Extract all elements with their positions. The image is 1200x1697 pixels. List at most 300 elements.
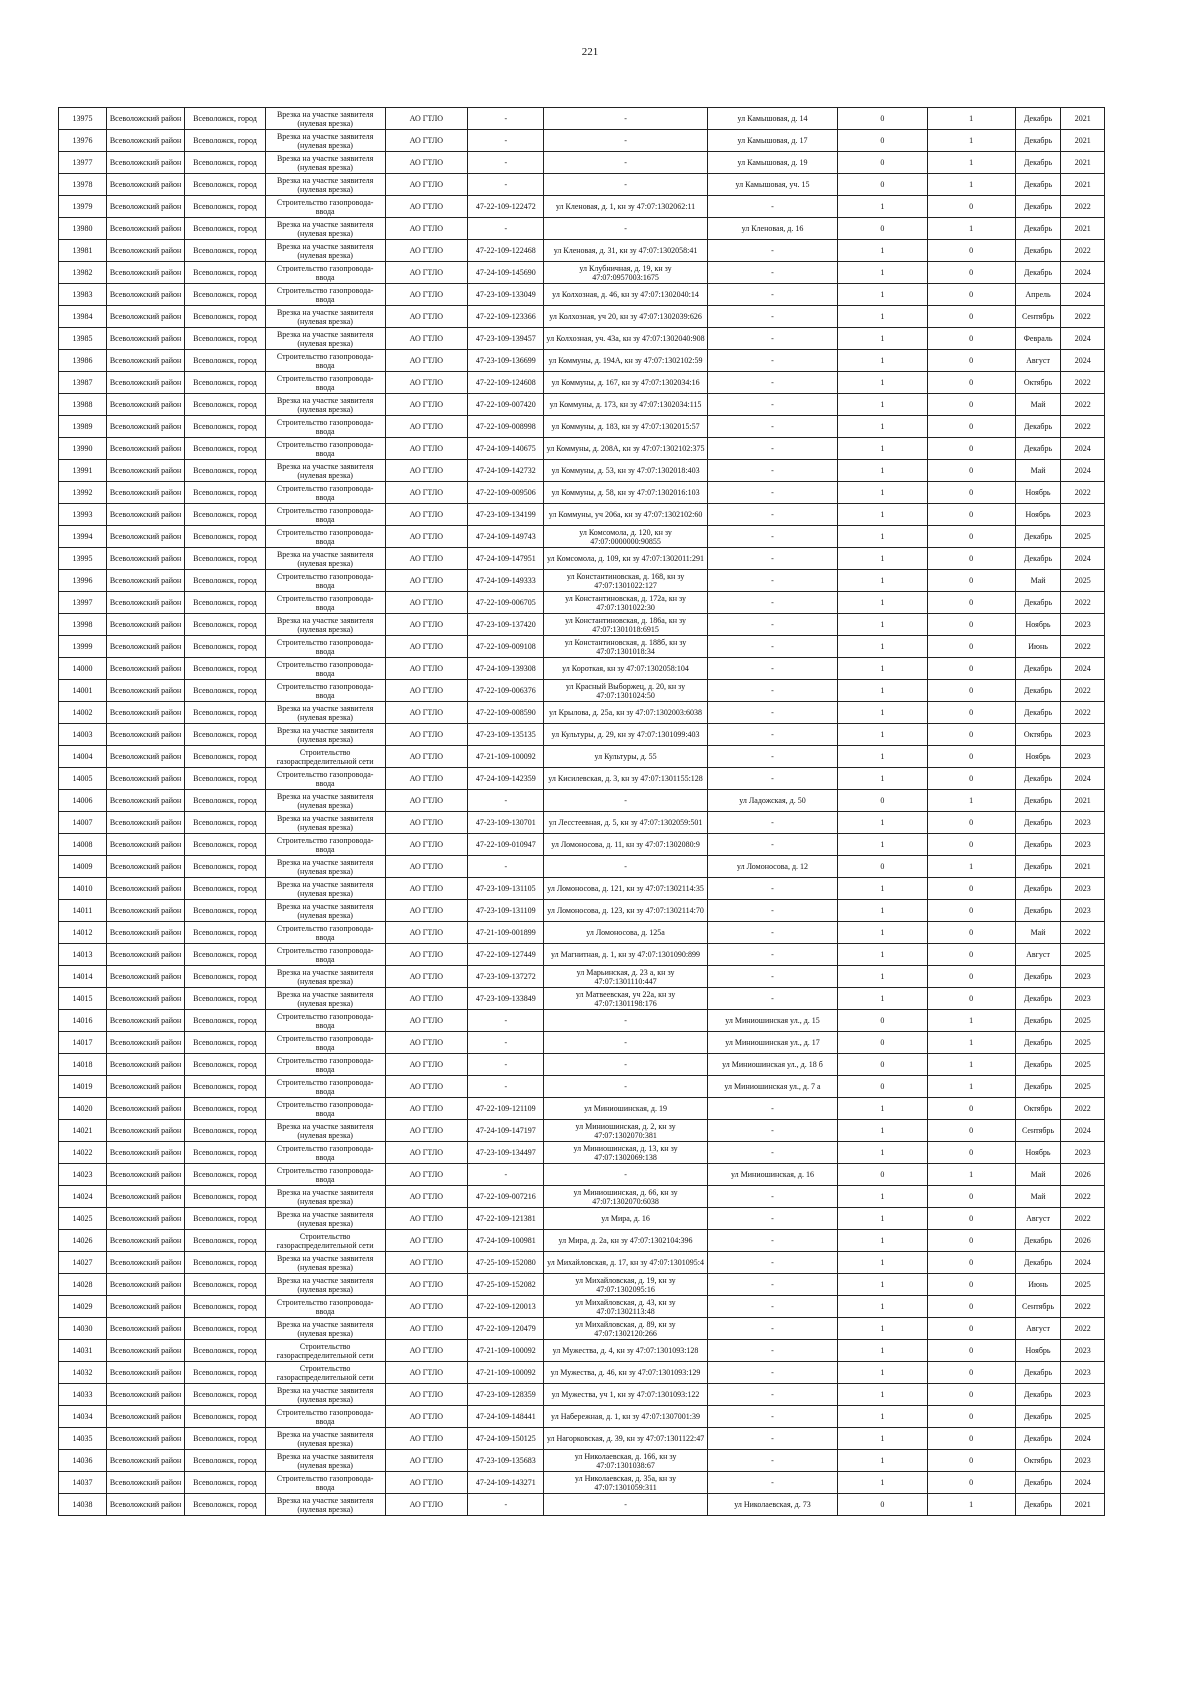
table-row [59,1208,1105,1230]
cadastral-address-cell: ул Лесстеевная, д. 5, кн зу 47:07:1302059:501 [544,812,707,834]
work-type-cell: Строительство газопровода-ввода [265,196,385,218]
district-cell: Всеволожский район [106,900,184,922]
cadastral-address-cell: ул Ломоносова, д. 123, кн зу 47:07:1302114:70 [544,900,707,922]
city-cell: Всеволожск, город [185,878,266,900]
city-cell: Всеволожск, город [185,1318,266,1340]
count-cell-b: 0 [927,592,1015,614]
count-cell-a: 0 [838,790,927,812]
organization-cell: АО ГТЛО [385,416,468,438]
city-cell: Всеволожск, город [185,1120,266,1142]
address-cell: - [707,1208,838,1230]
month-cell: Декабрь [1015,1362,1061,1384]
row-number: 14008 [59,834,107,856]
row-number: 13988 [59,394,107,416]
month-cell: Декабрь [1015,174,1061,196]
work-type-cell: Строительство газопровода-ввода [265,944,385,966]
organization-cell: АО ГТЛО [385,856,468,878]
row-number: 14007 [59,812,107,834]
district-cell: Всеволожский район [106,350,184,372]
cadastral-address-cell: ул Константиновская, д. 168, кн зу 47:07:1301022:127 [544,570,707,592]
address-cell: ул Камышовая, д. 17 [707,130,838,152]
table-row [59,658,1105,680]
address-cell: ул Миниошинская ул., д. 7 а [707,1076,838,1098]
month-cell: Декабрь [1015,1010,1061,1032]
cadastral-address-cell: ул Марьинская, д. 23 а, кн зу 47:07:1301110:447 [544,966,707,988]
count-cell-a: 1 [838,1208,927,1230]
organization-cell: АО ГТЛО [385,922,468,944]
count-cell-b: 0 [927,350,1015,372]
city-cell: Всеволожск, город [185,152,266,174]
district-cell: Всеволожский район [106,1274,184,1296]
address-cell: ул Николаевская, д. 73 [707,1494,838,1516]
city-cell: Всеволожск, город [185,526,266,548]
count-cell-b: 0 [927,746,1015,768]
row-number: 14034 [59,1406,107,1428]
month-cell: Ноябрь [1015,482,1061,504]
month-cell: Декабрь [1015,1428,1061,1450]
application-number-cell: 47-23-109-135683 [468,1450,544,1472]
work-type-cell: Врезка на участке заявителя (нулевая врезка) [265,1384,385,1406]
city-cell: Всеволожск, город [185,174,266,196]
organization-cell: АО ГТЛО [385,504,468,526]
month-cell: Май [1015,570,1061,592]
year-cell: 2024 [1061,262,1105,284]
city-cell: Всеволожск, город [185,108,266,130]
count-cell-b: 0 [927,548,1015,570]
organization-cell: АО ГТЛО [385,1252,468,1274]
month-cell: Декабрь [1015,196,1061,218]
row-number: 13993 [59,504,107,526]
application-number-cell: 47-23-109-131105 [468,878,544,900]
address-cell: - [707,702,838,724]
count-cell-a: 0 [838,1076,927,1098]
year-cell: 2022 [1061,240,1105,262]
organization-cell: АО ГТЛО [385,1120,468,1142]
work-type-cell: Врезка на участке заявителя (нулевая врезка) [265,966,385,988]
application-number-cell: 47-24-109-142732 [468,460,544,482]
address-cell: ул Миниошинская ул., д. 17 [707,1032,838,1054]
district-cell: Всеволожский район [106,548,184,570]
row-number: 14013 [59,944,107,966]
city-cell: Всеволожск, город [185,1450,266,1472]
year-cell: 2025 [1061,1010,1105,1032]
table-row [59,548,1105,570]
row-number: 14004 [59,746,107,768]
count-cell-b: 0 [927,1274,1015,1296]
count-cell-b: 0 [927,504,1015,526]
count-cell-a: 1 [838,1120,927,1142]
row-number: 14028 [59,1274,107,1296]
row-number: 13998 [59,614,107,636]
cadastral-address-cell: ул Магнитная, д. 1, кн зу 47:07:1301090:899 [544,944,707,966]
organization-cell: АО ГТЛО [385,1384,468,1406]
count-cell-b: 0 [927,900,1015,922]
work-type-cell: Врезка на участке заявителя (нулевая врезка) [265,1208,385,1230]
count-cell-a: 1 [838,834,927,856]
work-type-cell: Строительство газопровода-ввода [265,350,385,372]
application-number-cell: 47-24-109-149333 [468,570,544,592]
address-cell: - [707,1098,838,1120]
month-cell: Декабрь [1015,768,1061,790]
cadastral-address-cell: - [544,1076,707,1098]
city-cell: Всеволожск, город [185,724,266,746]
year-cell: 2022 [1061,416,1105,438]
cadastral-address-cell: ул Культуры, д. 29, кн зу 47:07:1301099:403 [544,724,707,746]
city-cell: Всеволожск, город [185,988,266,1010]
work-type-cell: Строительство газопровода-ввода [265,1076,385,1098]
city-cell: Всеволожск, город [185,218,266,240]
application-number-cell: 47-22-109-007420 [468,394,544,416]
table-row [59,1230,1105,1252]
table-row [59,966,1105,988]
cadastral-address-cell: ул Кисилевская, д. 3, кн зу 47:07:1301155:128 [544,768,707,790]
address-cell: - [707,1384,838,1406]
count-cell-a: 1 [838,1230,927,1252]
table-row [59,350,1105,372]
count-cell-a: 0 [838,108,927,130]
year-cell: 2021 [1061,790,1105,812]
month-cell: Декабрь [1015,262,1061,284]
district-cell: Всеволожский район [106,1384,184,1406]
city-cell: Всеволожск, город [185,482,266,504]
count-cell-b: 0 [927,944,1015,966]
work-type-cell: Строительство газопровода-ввода [265,658,385,680]
count-cell-b: 0 [927,526,1015,548]
address-cell: - [707,878,838,900]
organization-cell: АО ГТЛО [385,570,468,592]
month-cell: Август [1015,350,1061,372]
application-number-cell: - [468,856,544,878]
work-type-cell: Врезка на участке заявителя (нулевая врезка) [265,460,385,482]
table-row [59,1384,1105,1406]
month-cell: Декабрь [1015,856,1061,878]
count-cell-b: 0 [927,1450,1015,1472]
work-type-cell: Врезка на участке заявителя (нулевая врезка) [265,1494,385,1516]
month-cell: Декабрь [1015,1054,1061,1076]
table-row [59,790,1105,812]
district-cell: Всеволожский район [106,438,184,460]
address-cell: ул Миниошинская ул., д. 18 б [707,1054,838,1076]
count-cell-a: 1 [838,724,927,746]
organization-cell: АО ГТЛО [385,394,468,416]
district-cell: Всеволожский район [106,504,184,526]
count-cell-a: 1 [838,240,927,262]
city-cell: Всеволожск, город [185,1208,266,1230]
count-cell-b: 0 [927,680,1015,702]
year-cell: 2022 [1061,1098,1105,1120]
work-type-cell: Строительство газораспределительной сети [265,1230,385,1252]
count-cell-b: 0 [927,306,1015,328]
city-cell: Всеволожск, город [185,614,266,636]
city-cell: Всеволожск, город [185,1494,266,1516]
application-number-cell: 47-23-109-139457 [468,328,544,350]
count-cell-a: 1 [838,614,927,636]
row-number: 13994 [59,526,107,548]
district-cell: Всеволожский район [106,1032,184,1054]
organization-cell: АО ГТЛО [385,1274,468,1296]
district-cell: Всеволожский район [106,130,184,152]
organization-cell: АО ГТЛО [385,966,468,988]
count-cell-a: 1 [838,1340,927,1362]
count-cell-a: 1 [838,570,927,592]
application-number-cell: 47-21-109-100092 [468,1340,544,1362]
district-cell: Всеволожский район [106,394,184,416]
district-cell: Всеволожский район [106,1010,184,1032]
address-cell: - [707,438,838,460]
organization-cell: АО ГТЛО [385,152,468,174]
organization-cell: АО ГТЛО [385,218,468,240]
cadastral-address-cell: ул Крылова, д. 25а, кн зу 47:07:1302003:6038 [544,702,707,724]
count-cell-b: 1 [927,790,1015,812]
address-cell: - [707,240,838,262]
count-cell-a: 0 [838,130,927,152]
work-type-cell: Врезка на участке заявителя (нулевая врезка) [265,1318,385,1340]
count-cell-b: 1 [927,218,1015,240]
application-number-cell: 47-21-109-001899 [468,922,544,944]
cadastral-address-cell: ул Николаевская, д. 35а, кн зу 47:07:1301059:311 [544,1472,707,1494]
work-type-cell: Строительство газопровода-ввода [265,834,385,856]
cadastral-address-cell: ул Культуры, д. 55 [544,746,707,768]
month-cell: Декабрь [1015,658,1061,680]
count-cell-a: 0 [838,218,927,240]
address-cell: - [707,1472,838,1494]
count-cell-b: 0 [927,724,1015,746]
cadastral-address-cell: ул Клубничная, д. 19, кн зу 47:07:0957003:1675 [544,262,707,284]
address-cell: - [707,680,838,702]
address-cell: - [707,746,838,768]
work-type-cell: Врезка на участке заявителя (нулевая врезка) [265,174,385,196]
work-type-cell: Врезка на участке заявителя (нулевая врезка) [265,328,385,350]
work-type-cell: Строительство газопровода-ввода [265,1472,385,1494]
work-type-cell: Врезка на участке заявителя (нулевая врезка) [265,878,385,900]
application-number-cell: 47-22-109-127449 [468,944,544,966]
count-cell-a: 1 [838,1252,927,1274]
table-row [59,1406,1105,1428]
year-cell: 2022 [1061,394,1105,416]
count-cell-a: 1 [838,944,927,966]
year-cell: 2024 [1061,1472,1105,1494]
month-cell: Май [1015,922,1061,944]
row-number: 14015 [59,988,107,1010]
year-cell: 2022 [1061,592,1105,614]
table-row [59,636,1105,658]
table-row [59,394,1105,416]
organization-cell: АО ГТЛО [385,636,468,658]
cadastral-address-cell: - [544,108,707,130]
year-cell: 2023 [1061,966,1105,988]
cadastral-address-cell: - [544,130,707,152]
count-cell-a: 1 [838,350,927,372]
count-cell-a: 1 [838,702,927,724]
count-cell-b: 0 [927,878,1015,900]
row-number: 14035 [59,1428,107,1450]
table-row [59,1252,1105,1274]
cadastral-address-cell: ул Коммуны, д. 194А, кн зу 47:07:1302102:59 [544,350,707,372]
month-cell: Декабрь [1015,1230,1061,1252]
address-cell: - [707,922,838,944]
city-cell: Всеволожск, город [185,1362,266,1384]
count-cell-b: 0 [927,702,1015,724]
count-cell-a: 1 [838,768,927,790]
city-cell: Всеволожск, город [185,636,266,658]
application-number-cell: 47-24-109-140675 [468,438,544,460]
address-cell: - [707,1186,838,1208]
cadastral-address-cell: ул Николаевская, д. 166, кн зу 47:07:1301038:67 [544,1450,707,1472]
application-number-cell: 47-23-109-136699 [468,350,544,372]
application-number-cell: 47-22-109-120479 [468,1318,544,1340]
count-cell-a: 1 [838,306,927,328]
city-cell: Всеволожск, город [185,196,266,218]
count-cell-a: 1 [838,636,927,658]
district-cell: Всеволожский район [106,658,184,680]
organization-cell: АО ГТЛО [385,988,468,1010]
cadastral-address-cell: - [544,790,707,812]
row-number: 14010 [59,878,107,900]
count-cell-a: 1 [838,262,927,284]
count-cell-b: 0 [927,1208,1015,1230]
month-cell: Сентябрь [1015,306,1061,328]
application-number-cell: 47-24-109-147197 [468,1120,544,1142]
table-row [59,944,1105,966]
table-row [59,174,1105,196]
address-cell: ул Ладожская, д. 50 [707,790,838,812]
row-number: 14003 [59,724,107,746]
district-cell: Всеволожский район [106,174,184,196]
application-number-cell: 47-22-109-121109 [468,1098,544,1120]
cadastral-address-cell: ул Константиновская, д. 172а, кн зу 47:07:1301022:30 [544,592,707,614]
address-cell: - [707,1252,838,1274]
organization-cell: АО ГТЛО [385,944,468,966]
cadastral-address-cell: ул Мужества, д. 46, кн зу 47:07:1301093:129 [544,1362,707,1384]
cadastral-address-cell: - [544,1164,707,1186]
organization-cell: АО ГТЛО [385,1318,468,1340]
address-cell: - [707,658,838,680]
organization-cell: АО ГТЛО [385,1230,468,1252]
application-number-cell: 47-21-109-100092 [468,1362,544,1384]
count-cell-a: 0 [838,174,927,196]
application-number-cell: 47-22-109-122468 [468,240,544,262]
work-type-cell: Строительство газопровода-ввода [265,592,385,614]
count-cell-a: 1 [838,1186,927,1208]
row-number: 13995 [59,548,107,570]
organization-cell: АО ГТЛО [385,1186,468,1208]
month-cell: Декабрь [1015,152,1061,174]
month-cell: Декабрь [1015,416,1061,438]
organization-cell: АО ГТЛО [385,1098,468,1120]
count-cell-a: 1 [838,548,927,570]
application-number-cell: 47-22-109-121381 [468,1208,544,1230]
application-number-cell: - [468,1494,544,1516]
organization-cell: АО ГТЛО [385,1208,468,1230]
city-cell: Всеволожск, город [185,394,266,416]
row-number: 13983 [59,284,107,306]
count-cell-b: 1 [927,1164,1015,1186]
cadastral-address-cell: - [544,152,707,174]
application-number-cell: 47-23-109-134497 [468,1142,544,1164]
application-number-cell: 47-22-109-122472 [468,196,544,218]
year-cell: 2022 [1061,1318,1105,1340]
month-cell: Декабрь [1015,526,1061,548]
application-number-cell: - [468,108,544,130]
count-cell-b: 1 [927,152,1015,174]
count-cell-a: 1 [838,372,927,394]
city-cell: Всеволожск, город [185,680,266,702]
row-number: 14002 [59,702,107,724]
cadastral-address-cell: ул Миниошинская, д. 19 [544,1098,707,1120]
cadastral-address-cell: - [544,218,707,240]
organization-cell: АО ГТЛО [385,306,468,328]
district-cell: Всеволожский район [106,152,184,174]
table-row [59,218,1105,240]
table-row [59,240,1105,262]
organization-cell: АО ГТЛО [385,812,468,834]
year-cell: 2021 [1061,108,1105,130]
address-cell: - [707,1274,838,1296]
cadastral-address-cell: - [544,1032,707,1054]
application-number-cell: 47-22-109-010947 [468,834,544,856]
work-type-cell: Строительство газопровода-ввода [265,416,385,438]
city-cell: Всеволожск, город [185,1032,266,1054]
table-row [59,988,1105,1010]
city-cell: Всеволожск, город [185,702,266,724]
organization-cell: АО ГТЛО [385,372,468,394]
count-cell-b: 0 [927,988,1015,1010]
organization-cell: АО ГТЛО [385,746,468,768]
month-cell: Декабрь [1015,1252,1061,1274]
row-number: 14018 [59,1054,107,1076]
address-cell: - [707,482,838,504]
count-cell-b: 1 [927,130,1015,152]
organization-cell: АО ГТЛО [385,614,468,636]
address-cell: ул Ломоносова, д. 12 [707,856,838,878]
application-number-cell: - [468,218,544,240]
year-cell: 2025 [1061,1054,1105,1076]
count-cell-a: 1 [838,526,927,548]
city-cell: Всеволожск, город [185,900,266,922]
month-cell: Декабрь [1015,1076,1061,1098]
month-cell: Ноябрь [1015,504,1061,526]
table-row [59,878,1105,900]
cadastral-address-cell: ул Ломоносова, д. 125а [544,922,707,944]
table-row [59,262,1105,284]
organization-cell: АО ГТЛО [385,1076,468,1098]
count-cell-a: 1 [838,196,927,218]
year-cell: 2025 [1061,1406,1105,1428]
district-cell: Всеволожский район [106,834,184,856]
organization-cell: АО ГТЛО [385,438,468,460]
cadastral-address-cell: ул Колхозная, д. 46, кн зу 47:07:1302040:14 [544,284,707,306]
count-cell-a: 0 [838,152,927,174]
district-cell: Всеволожский район [106,878,184,900]
address-cell: - [707,724,838,746]
count-cell-b: 0 [927,768,1015,790]
year-cell: 2023 [1061,614,1105,636]
work-type-cell: Строительство газопровода-ввода [265,570,385,592]
address-cell: - [707,592,838,614]
count-cell-b: 0 [927,1186,1015,1208]
organization-cell: АО ГТЛО [385,592,468,614]
count-cell-a: 0 [838,1054,927,1076]
city-cell: Всеволожск, город [185,944,266,966]
city-cell: Всеволожск, город [185,592,266,614]
organization-cell: АО ГТЛО [385,1494,468,1516]
year-cell: 2022 [1061,196,1105,218]
year-cell: 2023 [1061,1450,1105,1472]
district-cell: Всеволожский район [106,724,184,746]
count-cell-a: 0 [838,1032,927,1054]
city-cell: Всеволожск, город [185,1252,266,1274]
work-type-cell: Врезка на участке заявителя (нулевая врезка) [265,108,385,130]
